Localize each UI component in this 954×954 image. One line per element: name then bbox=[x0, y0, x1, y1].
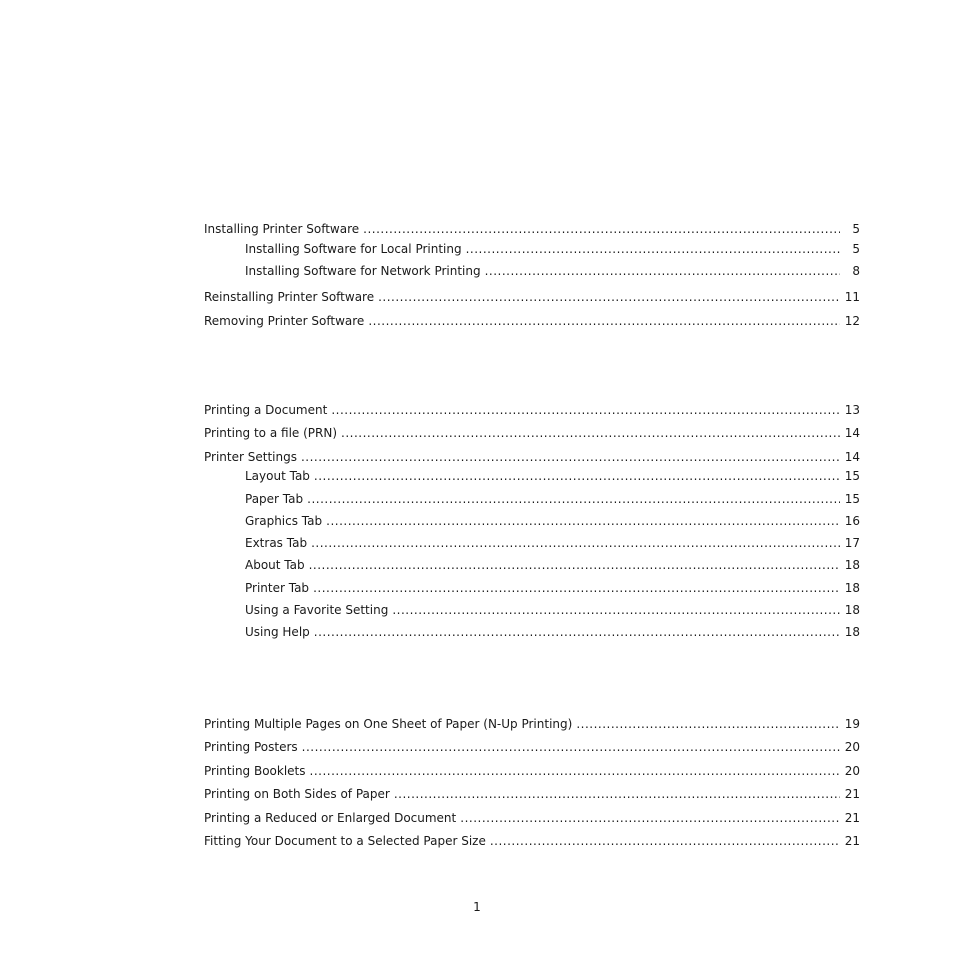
toc-leader bbox=[341, 426, 840, 441]
toc-leader bbox=[307, 492, 840, 507]
toc-entry-page: 21 bbox=[844, 811, 860, 825]
toc-entry-page: 13 bbox=[844, 403, 860, 417]
toc-entry-page: 19 bbox=[844, 717, 860, 731]
toc-leader bbox=[301, 450, 840, 465]
toc-leader bbox=[363, 222, 840, 237]
toc-entry[interactable] bbox=[204, 787, 860, 802]
toc-entry[interactable] bbox=[204, 764, 860, 779]
toc-entry-title: Extras Tab bbox=[245, 536, 308, 550]
toc-entry-page: 18 bbox=[844, 558, 860, 572]
toc-entry-title: Printing to a file (PRN) bbox=[204, 426, 338, 440]
toc-entry-page: 18 bbox=[844, 603, 860, 617]
toc-entry-title: Printer Settings bbox=[204, 450, 297, 464]
toc-entry-page: 12 bbox=[844, 314, 860, 328]
toc-entry-title: Using Help bbox=[245, 625, 310, 639]
toc-entry-title: Paper Tab bbox=[245, 492, 304, 506]
toc-entry-title: About Tab bbox=[245, 558, 305, 572]
toc-entry-title: Installing Software for Network Printing bbox=[245, 264, 481, 278]
toc-leader bbox=[309, 558, 840, 573]
toc-entry-page: 16 bbox=[844, 514, 860, 528]
toc-leader bbox=[311, 536, 840, 551]
toc-entry-page: 21 bbox=[844, 787, 860, 801]
toc-entry-title: Printing a Reduced or Enlarged Document bbox=[204, 811, 457, 825]
toc-entry-title: Layout Tab bbox=[245, 469, 310, 483]
toc-entry-page: 18 bbox=[844, 625, 860, 639]
toc-entry-page: 14 bbox=[844, 450, 860, 464]
toc-entry-title: Removing Printer Software bbox=[204, 314, 365, 328]
toc-entry-page: 5 bbox=[852, 242, 860, 256]
toc-leader bbox=[460, 811, 840, 826]
toc-leader bbox=[314, 625, 840, 640]
toc-entry[interactable] bbox=[245, 536, 860, 551]
toc-entry[interactable] bbox=[245, 514, 860, 529]
toc-entry[interactable] bbox=[245, 469, 860, 484]
toc-leader bbox=[310, 764, 840, 779]
toc-entry-page: 15 bbox=[844, 492, 860, 506]
toc-leader bbox=[314, 469, 840, 484]
toc-entry-title: Printer Tab bbox=[245, 581, 310, 595]
toc-leader bbox=[368, 314, 840, 329]
toc-entry-title: Using a Favorite Setting bbox=[245, 603, 389, 617]
toc-leader bbox=[490, 834, 840, 849]
toc-leader bbox=[313, 581, 840, 596]
toc-leader bbox=[485, 264, 840, 279]
toc-entry-title: Graphics Tab bbox=[245, 514, 323, 528]
toc-entry-title: Reinstalling Printer Software bbox=[204, 290, 375, 304]
toc-entry-title: Fitting Your Document to a Selected Paper Size bbox=[204, 834, 486, 848]
toc-leader bbox=[576, 717, 840, 732]
toc-entry-page: 18 bbox=[844, 581, 860, 595]
toc-entry-title: Printing Booklets bbox=[204, 764, 306, 778]
toc-entry[interactable] bbox=[204, 403, 860, 418]
toc-leader bbox=[394, 787, 840, 802]
toc-entry[interactable] bbox=[204, 314, 860, 329]
toc-entry[interactable] bbox=[245, 492, 860, 507]
toc-leader bbox=[331, 403, 840, 418]
toc-entry-page: 11 bbox=[844, 290, 860, 304]
toc-entry[interactable] bbox=[204, 834, 860, 849]
toc-entry[interactable] bbox=[204, 717, 860, 732]
toc-entry-page: 17 bbox=[844, 536, 860, 550]
toc-entry-page: 20 bbox=[844, 764, 860, 778]
toc-entry[interactable] bbox=[245, 264, 860, 279]
toc-entry[interactable] bbox=[204, 290, 860, 305]
toc-entry-title: Printing on Both Sides of Paper bbox=[204, 787, 390, 801]
toc-leader bbox=[392, 603, 840, 618]
toc-leader bbox=[378, 290, 840, 305]
toc-entry[interactable] bbox=[204, 811, 860, 826]
toc-entry[interactable] bbox=[245, 558, 860, 573]
toc-entry-title: Printing Multiple Pages on One Sheet of Paper (N-Up Printing) bbox=[204, 717, 573, 731]
toc-entry[interactable] bbox=[245, 625, 860, 640]
page-number: 1 bbox=[473, 900, 481, 914]
toc-entry[interactable] bbox=[204, 426, 860, 441]
toc-entry-title: Printing a Document bbox=[204, 403, 328, 417]
toc-entry-title: Installing Software for Local Printing bbox=[245, 242, 462, 256]
toc-leader bbox=[326, 514, 840, 529]
toc-entry-page: 21 bbox=[844, 834, 860, 848]
toc-entry-page: 14 bbox=[844, 426, 860, 440]
toc-entry-page: 15 bbox=[844, 469, 860, 483]
toc-entry[interactable] bbox=[204, 222, 860, 237]
toc-leader bbox=[466, 242, 840, 257]
toc-entry[interactable] bbox=[245, 603, 860, 618]
toc-leader bbox=[302, 740, 840, 755]
toc-entry[interactable] bbox=[204, 450, 860, 465]
toc-entry[interactable] bbox=[245, 581, 860, 596]
toc-entry[interactable] bbox=[204, 740, 860, 755]
toc-entry-page: 5 bbox=[852, 222, 860, 236]
toc-entry-page: 8 bbox=[852, 264, 860, 278]
toc-entry-title: Printing Posters bbox=[204, 740, 298, 754]
toc-entry-title: Installing Printer Software bbox=[204, 222, 360, 236]
toc-entry[interactable] bbox=[245, 242, 860, 257]
toc-entry-page: 20 bbox=[844, 740, 860, 754]
